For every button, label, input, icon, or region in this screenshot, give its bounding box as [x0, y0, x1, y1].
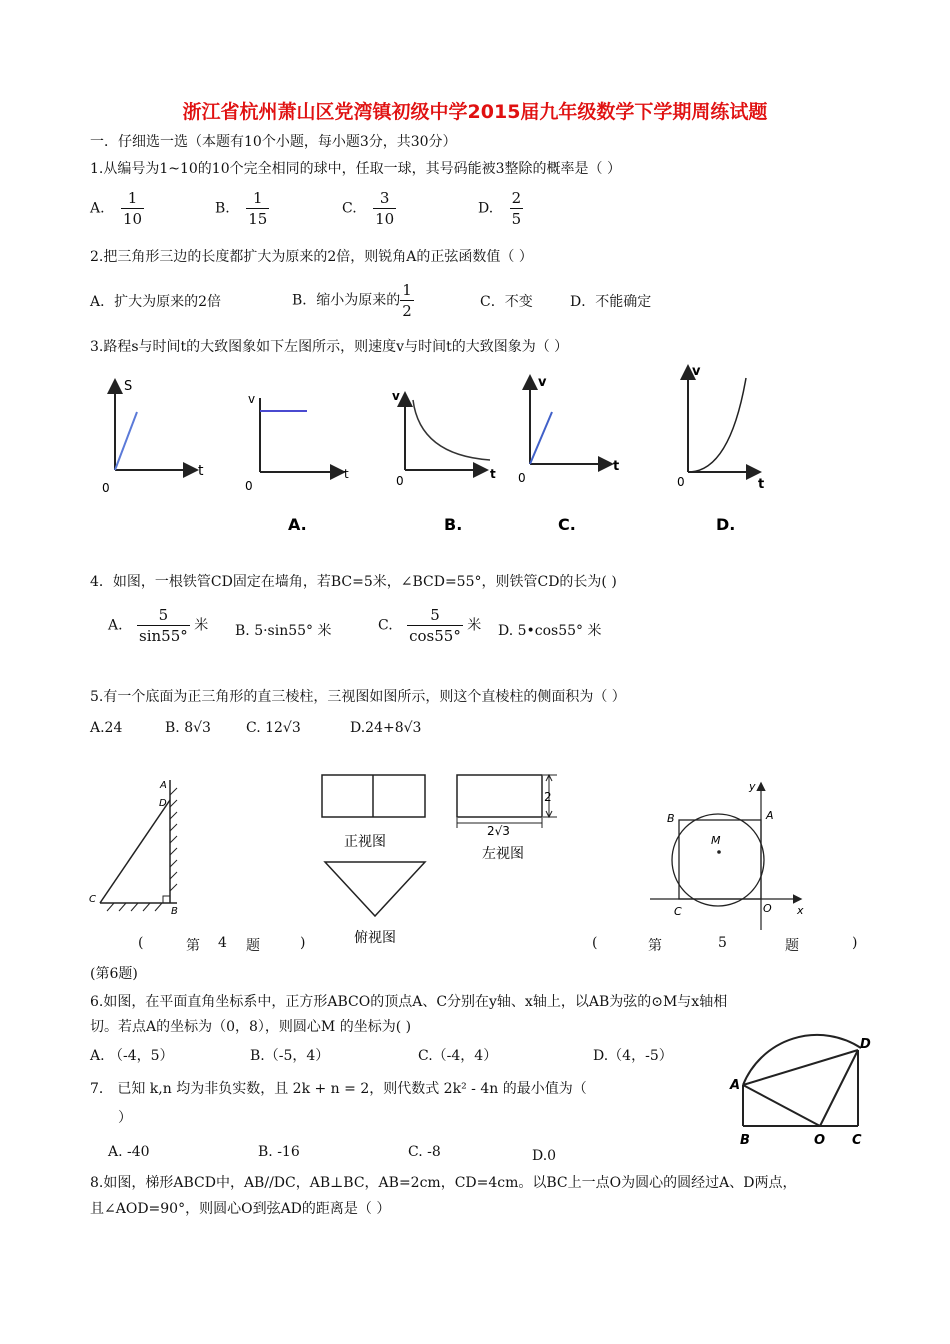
- q2-option-b-label: B．缩小为原来的: [292, 292, 401, 309]
- q8-stem-line2: 且∠AOD=90°，则圆心O到弦AD的距离是（ ）: [90, 1201, 391, 1217]
- figure-q6: [650, 780, 804, 930]
- origin-label: 0: [677, 475, 685, 489]
- q6-option-b[interactable]: B.（-5，4）: [250, 1048, 330, 1064]
- axis-y-label: y: [749, 780, 756, 793]
- caption-q5-open: (: [592, 935, 598, 951]
- graph-c: [518, 375, 619, 485]
- q2-fraction: $\frac{1}{2}$: [402, 281, 412, 320]
- axis-v-label: v: [392, 389, 400, 403]
- q2-option-c[interactable]: C．不变: [480, 294, 533, 310]
- caption-q4-di: 第: [186, 938, 200, 954]
- q2-option-a[interactable]: A．扩大为原来的2倍: [90, 294, 222, 310]
- q1-option-label: D.: [478, 200, 494, 217]
- graph-d-label: D.: [716, 515, 736, 534]
- q6-option-a[interactable]: A. （-4，5）: [90, 1048, 174, 1064]
- q4-fraction: $\frac{5}{\cos 55^\circ}$: [409, 606, 461, 645]
- figure-q4: [89, 780, 178, 917]
- point-b-label: B: [667, 812, 675, 825]
- q5-option-a[interactable]: A.24: [90, 720, 123, 736]
- q1-fraction: $\frac{2}{5}$: [511, 189, 522, 228]
- q5-option-d[interactable]: D.24+8√3: [350, 720, 422, 736]
- figure-q5: [322, 775, 557, 946]
- axis-v-label: v: [692, 364, 701, 379]
- point-d-label: D: [860, 1037, 871, 1052]
- graph-a: [245, 392, 349, 493]
- page-title: 浙江省杭州萧山区党湾镇初级中学2015届九年级数学下学期周练试题: [182, 101, 768, 123]
- q4-option-a[interactable]: [108, 605, 208, 646]
- origin-label: 0: [102, 481, 110, 495]
- point-c-label: C: [852, 1133, 862, 1148]
- graph-d: [677, 364, 764, 492]
- point-b-label: B: [171, 906, 178, 917]
- q2-option-b[interactable]: [292, 280, 414, 321]
- point-a-label: A: [766, 809, 774, 822]
- q6-stem-line2: 切。若点A的坐标为（0，8），则圆心M 的坐标为( ): [90, 1019, 412, 1035]
- axis-t-label: t: [344, 467, 349, 481]
- origin-label: 0: [245, 479, 253, 493]
- graph-a-label: A.: [288, 515, 307, 534]
- axis-s-label: S: [124, 379, 133, 394]
- unit-label: 米: [467, 617, 482, 634]
- q4-stem: 4．如图，一根铁管CD固定在墙角，若BC=5米，∠BCD=55°，则铁管CD的长为( ): [90, 574, 617, 590]
- graph-c-label: C.: [558, 515, 576, 534]
- figure-q8: [728, 1030, 878, 1155]
- q4-option-c[interactable]: [378, 605, 481, 646]
- q1-option-d[interactable]: [478, 188, 523, 229]
- q1-option-a[interactable]: [90, 188, 144, 229]
- axis-v-label: v: [538, 375, 547, 390]
- q1-fraction: $\frac{3}{10}$: [375, 189, 395, 228]
- axis-t-label: t: [613, 459, 620, 474]
- graph-b-label: B.: [444, 515, 463, 534]
- dim-width-label: 2√3: [487, 824, 510, 838]
- axis-t-label: t: [490, 467, 496, 481]
- caption-q5-di: 第: [648, 938, 662, 954]
- q6-option-d[interactable]: D.（4，-5）: [593, 1048, 673, 1064]
- q7-option-b[interactable]: B. -16: [258, 1144, 300, 1160]
- q4-fraction: $\frac{5}{\sin 55^\circ}$: [139, 606, 188, 645]
- caption-q5-close: ): [852, 935, 858, 951]
- point-a-label: A: [160, 780, 167, 791]
- q1-fraction: $\frac{1}{15}$: [248, 189, 268, 228]
- q2-option-d[interactable]: D．不能确定: [570, 294, 652, 310]
- q1-option-label: A.: [90, 200, 105, 217]
- axis-t-label: t: [758, 477, 765, 492]
- caption-q6: (第6题): [90, 966, 138, 982]
- q7-option-d[interactable]: D.0: [532, 1148, 557, 1164]
- q6-option-c[interactable]: C.（-4，4）: [418, 1048, 498, 1064]
- point-m-label: M: [711, 834, 721, 847]
- point-c-label: C: [674, 905, 682, 918]
- point-c-label: C: [89, 894, 96, 905]
- point-b-label: B: [740, 1133, 750, 1148]
- q2-stem: 2.把三角形三边的长度都扩大为原来的2倍，则锐角A的正弦函数值（ ）: [90, 249, 533, 265]
- q4-option-b[interactable]: B. 5·sin55° 米: [235, 623, 332, 639]
- axis-t-label: t: [198, 463, 204, 479]
- point-d-label: D: [159, 798, 167, 809]
- point-a-label: A: [730, 1078, 741, 1093]
- left-view-label: 左视图: [482, 846, 524, 862]
- q5-option-b[interactable]: B. 8√3: [165, 720, 211, 736]
- q5-option-c[interactable]: C. 12√3: [246, 720, 301, 736]
- caption-q4-num: 4: [218, 935, 227, 951]
- q1-stem: 1.从编号为1~10的10个完全相同的球中，任取一球，其号码能被3整除的概率是（ ）: [90, 161, 621, 177]
- q1-option-label: C.: [342, 200, 357, 217]
- figures-row: [85, 770, 865, 950]
- caption-q4-open: (: [138, 935, 144, 951]
- origin-label: 0: [518, 471, 526, 485]
- axis-x-label: x: [797, 904, 804, 917]
- q7-stem: 7． 已知 k,n 均为非负实数，且 2k + n = 2，则代数式 2k² - 4n 的最小值为（: [90, 1081, 587, 1097]
- origin-label: 0: [396, 474, 404, 488]
- caption-q5-ti: 题: [785, 938, 799, 954]
- dim-height-label: 2: [544, 790, 552, 804]
- q1-option-label: B.: [215, 200, 230, 217]
- top-view-label: 俯视图: [354, 930, 396, 946]
- q5-stem: 5.有一个底面为正三角形的直三棱柱，三视图如图所示，则这个直棱柱的侧面积为（ ）: [90, 689, 626, 705]
- q1-option-b[interactable]: [215, 188, 269, 229]
- q4-option-d[interactable]: D. 5•cos55° 米: [498, 623, 602, 639]
- q3-stem: 3.路程s与时间t的大致图象如下左图所示，则速度v与时间t的大致图象为（ ）: [90, 339, 569, 355]
- point-o-label: O: [763, 902, 772, 915]
- q7-option-c[interactable]: C. -8: [408, 1144, 441, 1160]
- q4-option-label: A.: [108, 617, 123, 634]
- graph-s-t: [102, 379, 204, 495]
- caption-q5-num: 5: [718, 935, 727, 951]
- q8-stem-line1: 8.如图，梯形ABCD中，AB//DC，AB⊥BC，AB=2cm，CD=4cm。以BC上一点O为圆心的圆经过A、D两点，: [90, 1175, 797, 1191]
- axis-v-label: v: [248, 392, 256, 406]
- front-view-label: 正视图: [344, 834, 386, 850]
- section-heading: 一．仔细选一选（本题有10个小题，每小题3分，共30分）: [90, 134, 457, 150]
- q4-option-label: C.: [378, 617, 393, 634]
- q7-stem-close: ）: [118, 1110, 132, 1126]
- q6-stem-line1: 6.如图，在平面直角坐标系中，正方形ABCO的顶点A、C分别在y轴、x轴上，以AB为弦的⊙M与x轴相: [90, 994, 728, 1010]
- q7-option-a[interactable]: A. -40: [108, 1144, 150, 1160]
- graph-b: [392, 389, 496, 488]
- caption-q4-ti: 题: [246, 938, 260, 954]
- unit-label: 米: [194, 617, 209, 634]
- caption-q4-close: ): [300, 935, 306, 951]
- q1-fraction: $\frac{1}{10}$: [123, 189, 143, 228]
- q1-option-c[interactable]: [342, 188, 396, 229]
- point-o-label: O: [814, 1133, 826, 1148]
- q3-graphs: [80, 360, 800, 540]
